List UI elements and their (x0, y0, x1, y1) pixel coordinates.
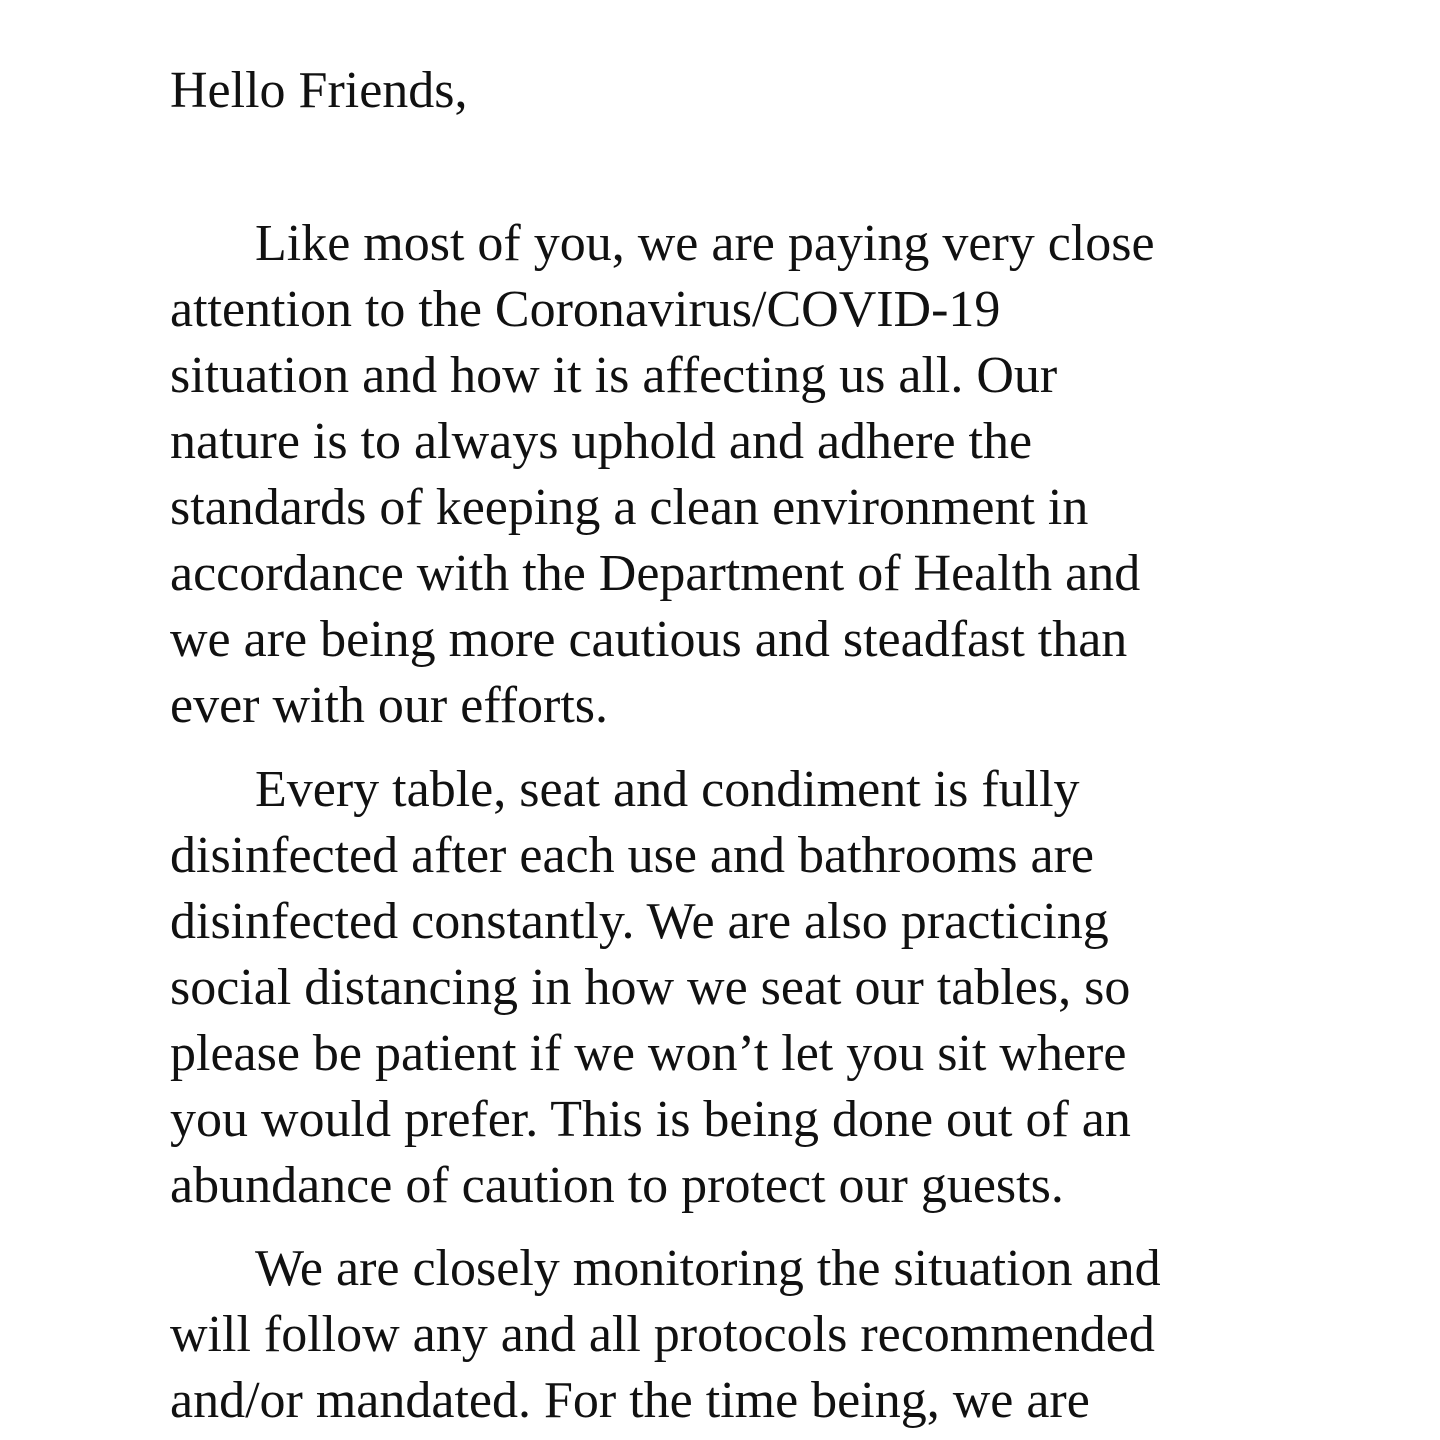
paragraph-line: please be patient if we won’t let you sit where (170, 1025, 1127, 1082)
paragraph-line: ever with our efforts. (170, 677, 609, 734)
paragraph-1 (170, 211, 1155, 739)
paragraph-line: abundance of caution to protect our guests. (170, 1157, 1064, 1214)
paragraph-line: disinfected after each use and bathrooms are (170, 827, 1095, 884)
paragraph-line: We are closely monitoring the situation and (255, 1240, 1161, 1297)
paragraph-line: and/or mandated. For the time being, we are (170, 1372, 1090, 1429)
paragraph-2 (170, 757, 1131, 1219)
paragraph-line: Like most of you, we are paying very close (255, 215, 1155, 272)
paragraph-line: situation and how it is affecting us all. Our (170, 347, 1058, 404)
paragraph-line: Every table, seat and condiment is fully (255, 761, 1080, 818)
paragraph-line: nature is to always uphold and adhere the (170, 413, 1033, 470)
paragraph-line: standards of keeping a clean environment in (170, 479, 1089, 536)
paragraph-line: disinfected constantly. We are also practicing (170, 893, 1109, 950)
paragraph-line: attention to the Coronavirus/COVID-19 (170, 281, 1001, 338)
paragraph-line: accordance with the Department of Health and (170, 545, 1141, 602)
greeting-line: Hello Friends, (170, 62, 468, 119)
letter-greeting (170, 58, 468, 124)
paragraph-line: will follow any and all protocols recommended (170, 1306, 1155, 1363)
paragraph-3 (170, 1236, 1161, 1434)
paragraph-line: you would prefer. This is being done out of an (170, 1091, 1131, 1148)
paragraph-line: social distancing in how we seat our tables, so (170, 959, 1131, 1016)
paragraph-line: we are being more cautious and steadfast than (170, 611, 1128, 668)
